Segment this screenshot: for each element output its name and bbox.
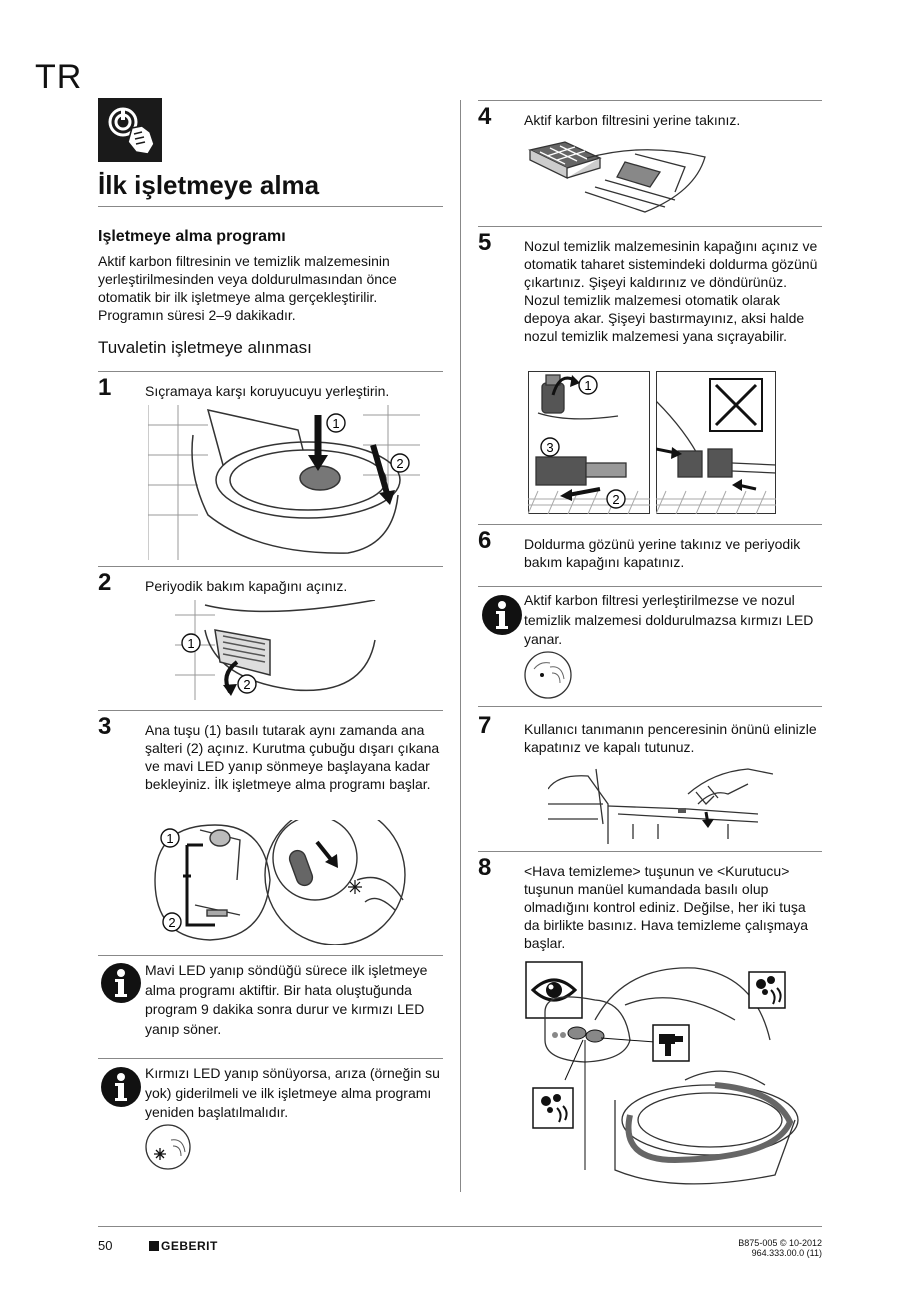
intro-text: Aktif karbon filtresinin ve temizlik malzemesinin yerleştirilmesinden veya doldurulmasından önce otomatik bir ilk işletmeye alma gerçekleştirilir. Programın süresi 2–9 dakikadır. <box>98 253 397 323</box>
step-6-text: Doldurma gözünü yerine takınız ve periyodik bakım kapağını kapatınız. <box>524 536 801 570</box>
step-1-illustration <box>148 405 420 560</box>
right-top-rule <box>478 100 822 101</box>
section-heading: Tuvaletin işletmeye alınması <box>98 338 312 357</box>
document-reference <box>738 1238 822 1258</box>
step-4-number: 4 <box>478 103 492 130</box>
callout-2: 2 <box>168 915 176 930</box>
step-7-rule <box>478 851 822 852</box>
step-2-text: Periyodik bakım kapağını açınız. <box>145 578 348 594</box>
step-4-illustration <box>525 132 710 214</box>
language-code: TR <box>35 58 83 96</box>
title-underline <box>98 206 443 207</box>
step-3-text: Ana tuşu (1) basılı tutarak aynı zamanda ana şalteri (2) açınız. Kurutma çubuğu dışarı çıkana ve mavi LED yanıp sönmeye başlayana kadar bekleyiniz. İlk işletmeye alma programı başlar. <box>145 722 440 792</box>
callout-2: 2 <box>243 677 251 692</box>
step-3-illustration <box>145 820 415 945</box>
column-divider <box>460 100 461 1192</box>
callout-2: 2 <box>396 456 404 471</box>
step-1-text: Sıçramaya karşı koruyucuyu yerleştirin. <box>145 383 390 399</box>
info-1-rule <box>98 1058 443 1059</box>
brand-logo-square <box>149 1241 159 1251</box>
section-rule <box>98 371 443 372</box>
doc-ref-line-1: B875-005 © 10-2012 <box>738 1238 822 1248</box>
step-7-illustration <box>548 764 773 844</box>
step-8-number: 8 <box>478 854 492 881</box>
step-8-text: <Hava temizleme> tuşunun ve <Kurutucu> tuşunun manüel kumandada basılı olup olmadığını kontrol ediniz. Değilse, her iki tuşa da birlikte basınız. Hava temizleme çalışmaya başlar. <box>524 863 808 951</box>
step-6-number: 6 <box>478 527 492 554</box>
step-2-number: 2 <box>98 569 112 596</box>
info-text-1: Mavi LED yanıp söndüğü sürece ilk işletmeye alma programı aktiftir. Bir hata oluştuğunda program 9 dakika sonra durur ve kırmızı LED yanıp söner. <box>145 962 428 1037</box>
info-text-right: Aktif karbon filtresi yerleştirilmezse ve nozul temizlik malzemesi doldurulmazsa kırmızı LED yanar. <box>524 592 814 647</box>
step-3-rule <box>98 955 443 956</box>
callout-2: 2 <box>612 492 620 507</box>
step-2-illustration <box>175 600 405 700</box>
step-5-number: 5 <box>478 229 492 256</box>
step-2-rule <box>98 710 443 711</box>
info-right-rule <box>478 706 822 707</box>
doc-ref-line-2: 964.333.00.0 (11) <box>751 1248 822 1258</box>
info-text-2: Kırmızı LED yanıp sönüyorsa, arıza (örneğin su yok) giderilmeli ve ilk işletmeye alma programı yeniden başlatılmalıdır. <box>145 1065 440 1120</box>
footer-rule <box>98 1226 822 1227</box>
step-3-number: 3 <box>98 713 112 740</box>
step-5-illustration-left <box>528 371 650 514</box>
brand-name: GEBERIT <box>161 1239 218 1253</box>
step-5-rule <box>478 524 822 525</box>
info-icon <box>100 962 142 1004</box>
callout-3: 3 <box>546 440 554 455</box>
step-8-illustration <box>525 960 800 1200</box>
page-number: 50 <box>98 1238 113 1253</box>
step-6-rule <box>478 586 822 587</box>
step-5-illustration-right <box>656 371 776 514</box>
info-icon <box>100 1066 142 1108</box>
callout-1: 1 <box>187 636 195 651</box>
step-1-rule <box>98 566 443 567</box>
page-title: İlk işletmeye alma <box>98 170 320 200</box>
step-5-text: Nozul temizlik malzemesinin kapağını açınız ve otomatik taharet sistemindeki doldurma gözünü çıkartınız. Şişeyi kaldırınız ve döndürünüz. Nozul temizlik malzemesi otomatik olarak depoya akar. Şişeyi bastırmayınız, aksi halde nozul temizlik malzemesi yana sıçrayabilir. <box>524 238 818 344</box>
step-1-number: 1 <box>98 374 112 401</box>
step-7-text: Kullanıcı tanımanın penceresinin önünü elinizle kapatınız ve kapalı tutunuz. <box>524 721 817 755</box>
led-indicator-icon <box>145 1124 191 1170</box>
subtitle: Işletmeye alma programı <box>98 228 286 245</box>
led-indicator-icon <box>524 651 572 699</box>
callout-1: 1 <box>332 416 340 431</box>
step-7-number: 7 <box>478 712 492 739</box>
callout-1: 1 <box>166 831 174 846</box>
info-icon <box>481 594 523 636</box>
step-4-rule <box>478 226 822 227</box>
step-4-text: Aktif karbon filtresini yerine takınız. <box>524 112 741 128</box>
callout-1: 1 <box>584 378 592 393</box>
power-hand-icon <box>98 98 162 162</box>
brand-logo <box>149 1239 218 1253</box>
